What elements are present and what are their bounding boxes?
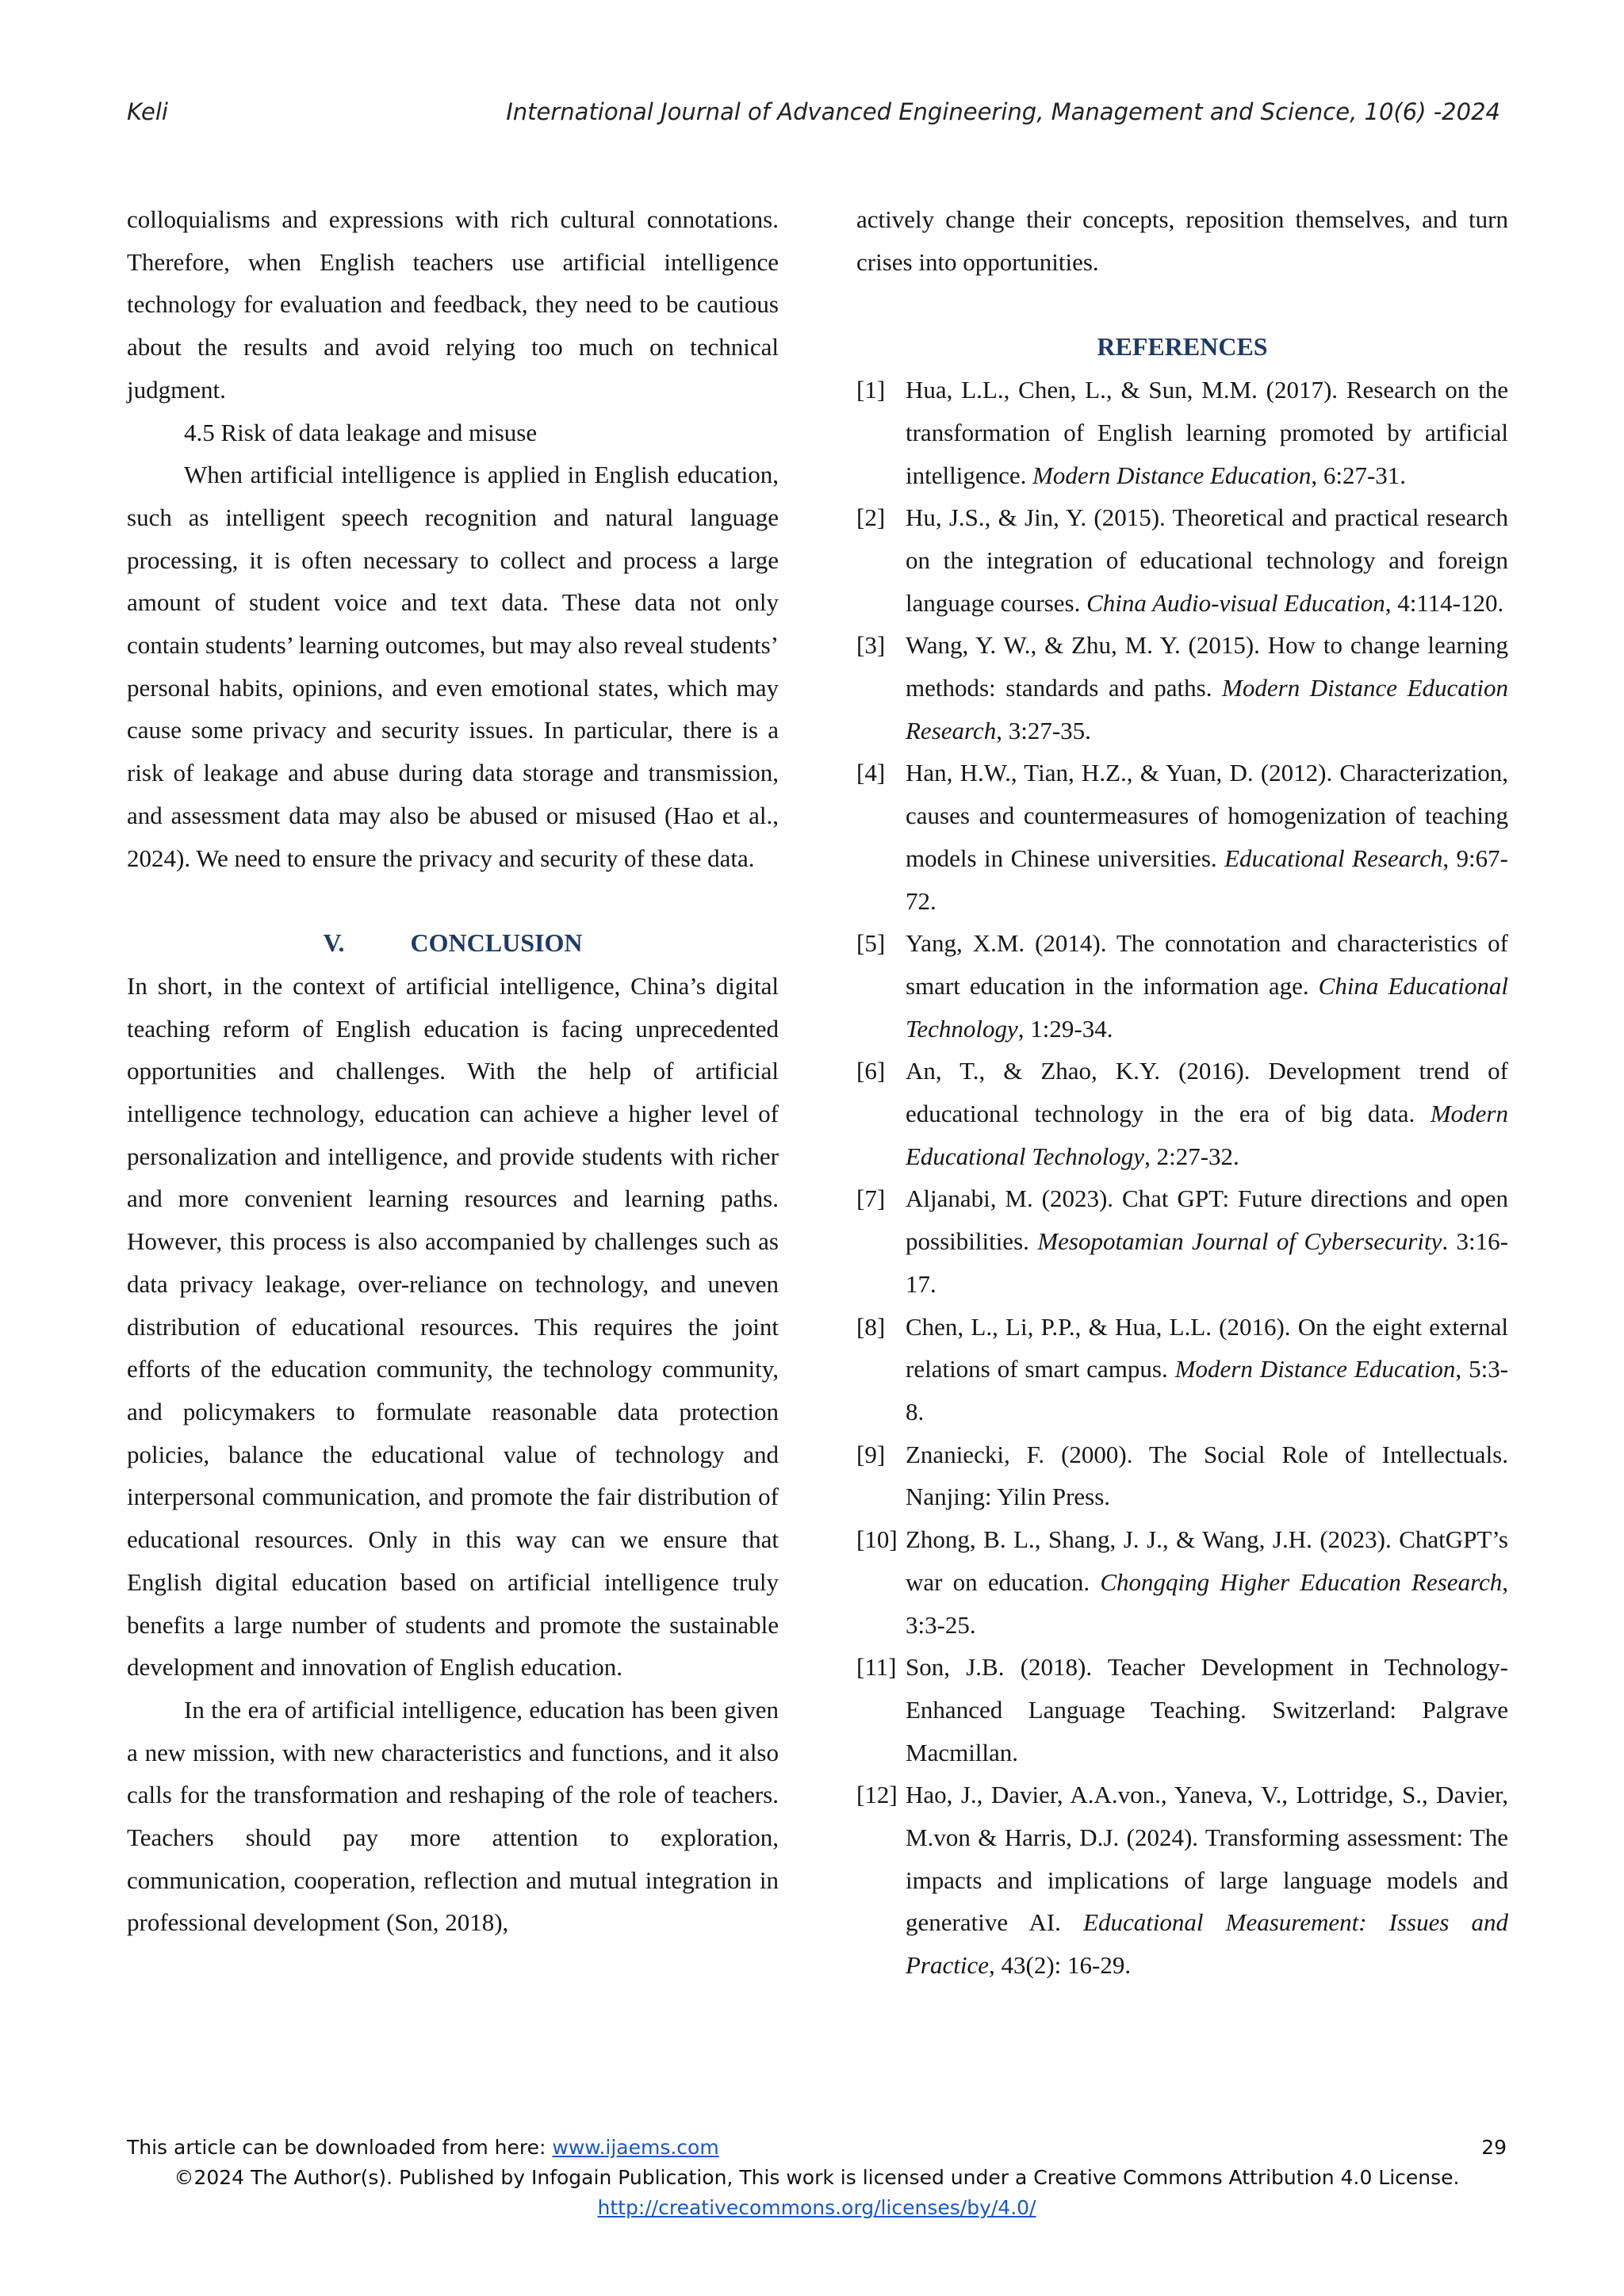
reference-source: Educational Research — [1224, 844, 1443, 872]
reference-number: [1] — [856, 376, 886, 404]
reference-item — [856, 1306, 1508, 1433]
reference-list — [856, 369, 1508, 1987]
reference-number: [3] — [856, 631, 886, 660]
reference-number: [4] — [856, 759, 886, 787]
reference-text: Hao, J., Davier, A.A.von., Yaneva, V., Lottridge, S., Davier, M.von & Harris, D.J. (2024). Transforming assessment: The impacts and implications of large language models and generative AI. — [906, 1781, 1508, 1937]
reference-number: [2] — [856, 503, 886, 532]
license-link[interactable]: http://creativecommons.org/licenses/by/4.0/ — [597, 2196, 1036, 2219]
paragraph-continuation-right: actively change their concepts, reposition themselves, and turn crises into opportunities. — [856, 205, 1508, 276]
copyright-notice: ©2024 The Author(s). Published by Infogain Publication, This work is licensed under a Creative Commons Attribution 4.0 License. — [174, 2166, 1460, 2189]
reference-volume: 43(2): 16-29. — [994, 1951, 1132, 1980]
running-header-journal: International Journal of Advanced Engineering, Management and Science, 10(6) -2024 — [506, 98, 1500, 125]
reference-number: [6] — [856, 1057, 886, 1085]
reference-item — [856, 1433, 1508, 1518]
right-column — [856, 198, 1508, 1987]
reference-item — [856, 624, 1508, 752]
reference-volume: , 4:114-120. — [1385, 588, 1504, 617]
reference-text: Hua, L.L., Chen, L., & Sun, M.M. (2017). Research on the transformation of English learning promoted by artificial intelligence. — [906, 376, 1508, 489]
reference-item — [856, 1050, 1508, 1177]
reference-volume: , 1:29-34. — [1017, 1014, 1113, 1043]
section-heading-conclusion — [127, 922, 779, 965]
paragraph-conclusion: In short, in the context of artificial intelligence, China’s digital teaching reform of English education is facing unprecedented opportunities and challenges. With the help of artificial intelligence technology, education can achieve a higher level of personalization and intelligence, and provide students with richer and more convenient learning resources and learning paths. However, this process is also accompanied by challenges such as data privacy leakage, over-reliance on technology, and uneven distribution of educational resources. This requires the joint efforts of the education community, the technology community, and policymakers to formulate reasonable data protection policies, balance the educational value of technology and interpersonal communication, and promote the fair distribution of educational resources. Only in this way can we ensure that English digital education based on artificial intelligence truly benefits a large number of students and promote the sustainable development and innovation of English education. — [127, 971, 779, 1682]
reference-source: Modern Distance Education — [1174, 1355, 1456, 1383]
download-link[interactable]: www.ijaems.com — [552, 2136, 719, 2159]
reference-item — [856, 1518, 1508, 1646]
reference-number: [7] — [856, 1184, 886, 1213]
reference-number: [8] — [856, 1312, 886, 1341]
download-text: This article can be downloaded from here: — [127, 2136, 553, 2159]
reference-text: Wang, Y. W., & Zhu, M. Y. (2015). How to change learning methods: standards and paths. — [906, 631, 1508, 702]
reference-volume: , 5:3-8. — [906, 1355, 1509, 1425]
reference-text: Chen, L., Li, P.P., & Hua, L.L. (2016). On the eight external relations of smart campus. — [906, 1312, 1508, 1383]
reference-text: Han, H.W., Tian, H.Z., & Yuan, D. (2012). Characterization, causes and countermeasures of homogenization of teaching models in Chinese universities. — [906, 759, 1508, 872]
reference-source: Modern Educational Technology — [906, 1100, 1508, 1170]
reference-number: [9] — [856, 1440, 886, 1468]
page-number: 29 — [1481, 2136, 1507, 2159]
references-heading: REFERENCES — [1097, 332, 1268, 362]
reference-source: Mesopotamian Journal of Cybersecurity — [1037, 1227, 1442, 1256]
reference-item — [856, 1646, 1508, 1774]
reference-item — [856, 1177, 1508, 1305]
reference-text: Yang, X.M. (2014). The connotation and characteristics of smart education in the information age. — [906, 929, 1508, 1000]
reference-text: Zhong, B. L., Shang, J. J., & Wang, J.H. (2023). ChatGPT’s war on education. — [906, 1525, 1508, 1596]
paragraph-continuation: colloquialisms and expressions with rich cultural connotations. Therefore, when English teachers use artificial intelligence technology for evaluation and feedback, they need to be cautious about the results and avoid relying too much on technical judgment. — [127, 205, 779, 404]
running-header-author: Keli — [127, 98, 168, 125]
paragraph-data-leakage: When artificial intelligence is applied in English education, such as intelligent speech recognition and natural language processing, it is often necessary to collect and process a large amount of student voice and text data. These data not only contain students’ learning outcomes, but may also reveal students’ personal habits, opinions, and even emotional states, which may cause some privacy and security issues. In particular, there is a risk of leakage and abuse during data storage and transmission, and assessment data may also be abused or misused (Hao et al., 2024). We need to ensure the privacy and security of these data. — [127, 461, 779, 872]
reference-volume: , 9:67-72. — [906, 844, 1508, 915]
reference-text: Son, J.B. (2018). Teacher Development in Technology-Enhanced Language Teaching. Switzerland: Palgrave Macmillan. — [906, 1653, 1508, 1766]
reference-item — [856, 922, 1508, 1050]
reference-text: Aljanabi, M. (2023). Chat GPT: Future directions and open possibilities. — [906, 1184, 1508, 1256]
reference-text: Hu, J.S., & Jin, Y. (2015). Theoretical and practical research on the integration of educational technology and foreign language courses. — [906, 503, 1508, 617]
section-number: V. — [323, 928, 345, 958]
reference-source: Educational Measurement: Issues and Practice, — [906, 1908, 1508, 1980]
paragraph-era: In the era of artificial intelligence, education has been given a new mission, with new characteristics and functions, and it also calls for the transformation and reshaping of the role of teachers. Teachers should pay more attention to exploration, communication, cooperation, reflection and mutual integration in professional development (Son, 2018), — [127, 1695, 779, 1937]
reference-volume: , 3:3-25. — [906, 1567, 1508, 1639]
page-footer — [127, 2133, 1507, 2223]
reference-number: [11] — [856, 1653, 897, 1682]
reference-source: China Educational Technology — [906, 971, 1508, 1043]
reference-item — [856, 1774, 1508, 1987]
reference-volume: , 6:27-31. — [1311, 461, 1407, 489]
reference-source: Chongqing Higher Education Research — [1100, 1567, 1503, 1596]
reference-source: Modern Distance Education Research — [906, 674, 1508, 744]
reference-volume: . 3:16-17. — [906, 1227, 1508, 1298]
reference-source: China Audio-visual Education — [1086, 588, 1385, 617]
reference-number: [12] — [856, 1781, 898, 1809]
reference-item — [856, 369, 1508, 496]
reference-number: [10] — [856, 1525, 898, 1554]
reference-item — [856, 752, 1508, 922]
left-column — [127, 198, 779, 1944]
reference-text: An, T., & Zhao, K.Y. (2016). Development trend of educational technology in the era of big data. — [906, 1057, 1508, 1128]
reference-number: [5] — [856, 929, 886, 958]
reference-text: Znaniecki, F. (2000). The Social Role of Intellectuals. Nanjing: Yilin Press. — [906, 1440, 1508, 1511]
reference-item — [856, 496, 1508, 624]
section-title: CONCLUSION — [410, 928, 583, 958]
subsection-heading: 4.5 Risk of data leakage and misuse — [184, 418, 538, 446]
reference-volume: , 2:27-32. — [1144, 1142, 1239, 1170]
reference-source: Modern Distance Education — [1032, 461, 1312, 489]
reference-volume: , 3:27-35. — [996, 716, 1091, 744]
